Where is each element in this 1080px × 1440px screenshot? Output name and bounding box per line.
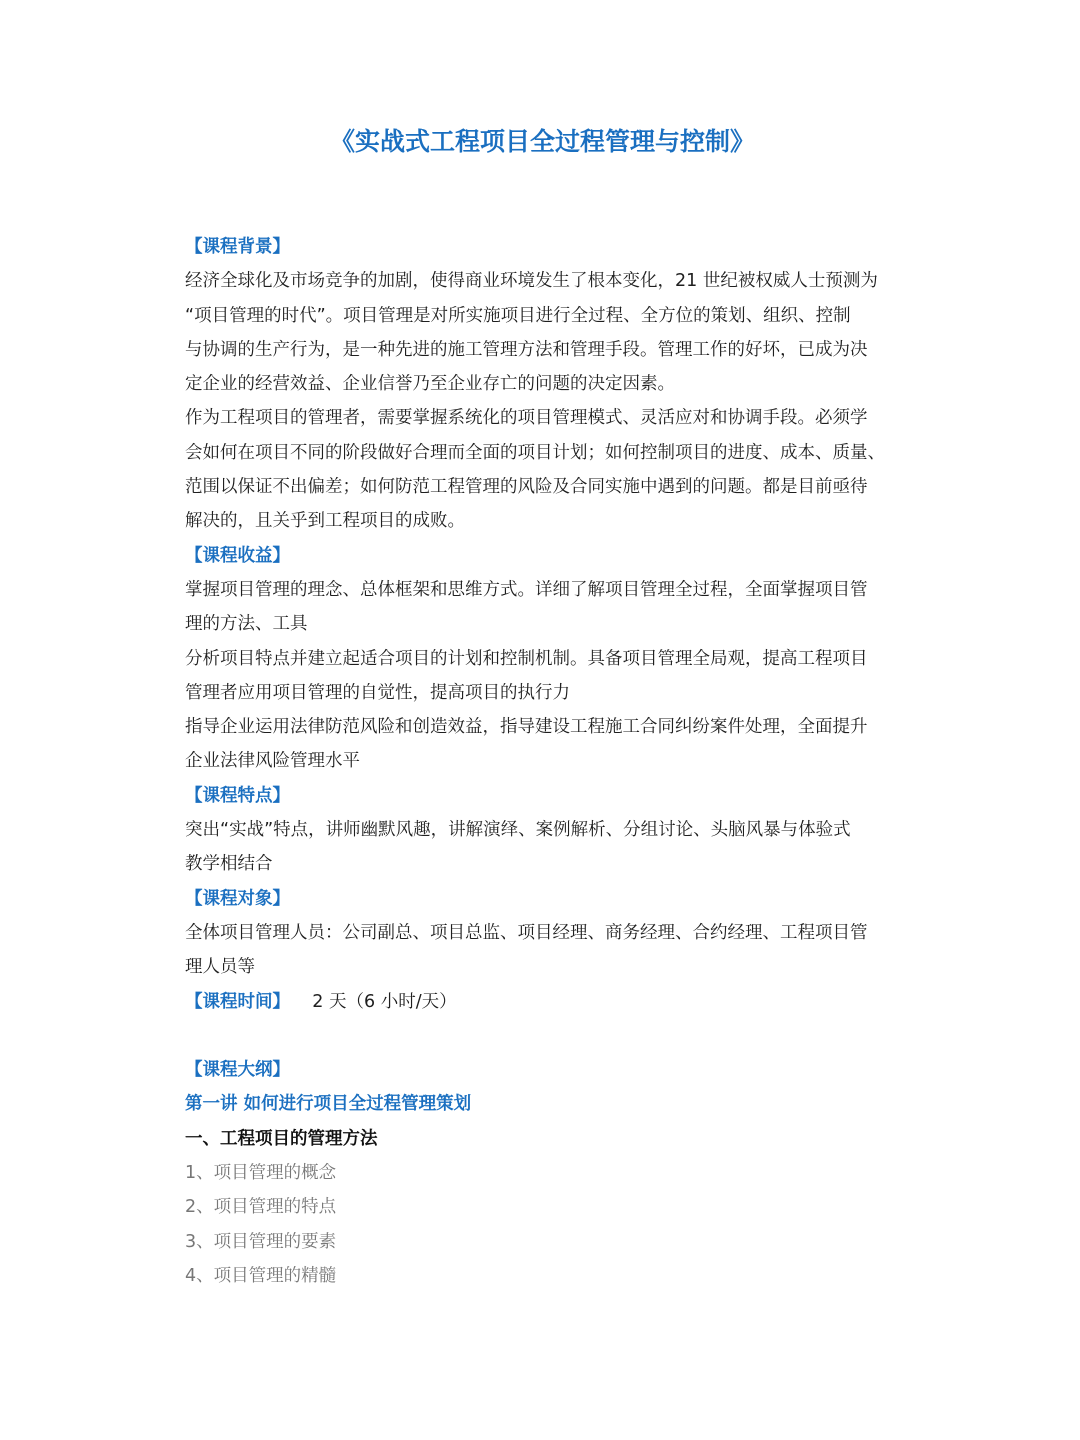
lecture-title: 第一讲 如何进行项目全过程管理策划 [185, 1094, 472, 1115]
background-line: 作为工程项目的管理者，需要掌握系统化的项目管理模式、灵活应对和协调手段。必须学 [185, 408, 868, 429]
duration-spacer [296, 992, 307, 1012]
duration-row [185, 985, 900, 1019]
duration-heading: 【课程时间】 [185, 991, 290, 1012]
background-line: 范围以保证不出偏差；如何防范工程管理的风险及合同实施中遇到的问题。都是目前亟待 [185, 477, 868, 498]
background-line: 解决的，且关乎到工程项目的成败。 [185, 511, 465, 532]
benefits-line: 指导企业运用法律防范风险和创造效益，指导建设工程施工合同纠纷案件处理，全面提升 [185, 717, 868, 738]
benefits-line: 理的方法、工具 [185, 614, 308, 635]
audience-line: 理人员等 [185, 957, 255, 978]
document-title: 《实战式工程项目全过程管理与控制》 [329, 127, 755, 156]
features-line: 突出“实战”特点，讲师幽默风趣，讲解演绎、案例解析、分组讨论、头脑风暴与体验式 [185, 820, 851, 841]
background-line: 与协调的生产行为，是一种先进的施工管理方法和管理手段。管理工作的好坏，已成为决 [185, 339, 868, 360]
benefits-line: 企业法律风险管理水平 [185, 751, 360, 772]
background-line: 会如何在项目不同的阶段做好合理而全面的项目计划；如何控制项目的进度、成本、质量、 [185, 442, 885, 463]
features-line: 教学相结合 [185, 854, 273, 875]
background-line: “项目管理的时代”。项目管理是对所实施项目进行全过程、全方位的策划、组织、控制 [185, 305, 851, 326]
outline-item: 3、项目管理的要素 [185, 1231, 337, 1252]
background-line: 定企业的经营效益、企业信誉乃至企业存亡的问题的决定因素。 [185, 374, 675, 395]
duration-value: 2 天（6 小时/天） [312, 991, 457, 1012]
background-heading: 【课程背景】 [185, 237, 290, 257]
document-content [185, 230, 900, 1293]
benefits-line: 管理者应用项目管理的自觉性，提高项目的执行力 [185, 682, 570, 703]
outline-item: 2、项目管理的特点 [185, 1197, 337, 1218]
section-gap [185, 1019, 900, 1053]
background-line: 经济全球化及市场竞争的加剧，使得商业环境发生了根本变化，21 世纪被权威人士预测为 [185, 271, 878, 292]
audience-heading: 【课程对象】 [185, 888, 290, 909]
audience-line: 全体项目管理人员：公司副总、项目总监、项目经理、商务经理、合约经理、工程项目管 [185, 922, 868, 943]
outline-heading: 【课程大纲】 [185, 1060, 290, 1081]
benefits-heading: 【课程收益】 [185, 545, 290, 566]
section-title: 一、工程项目的管理方法 [185, 1128, 378, 1149]
features-heading: 【课程特点】 [185, 785, 290, 806]
outline-item: 4、项目管理的精髓 [185, 1265, 337, 1286]
benefits-line: 掌握项目管理的理念、总体框架和思维方式。详细了解项目管理全过程，全面掌握项目管 [185, 579, 868, 600]
outline-item: 1、项目管理的概念 [185, 1163, 337, 1184]
benefits-line: 分析项目特点并建立起适合项目的计划和控制机制。具备项目管理全局观，提高工程项目 [185, 648, 868, 669]
